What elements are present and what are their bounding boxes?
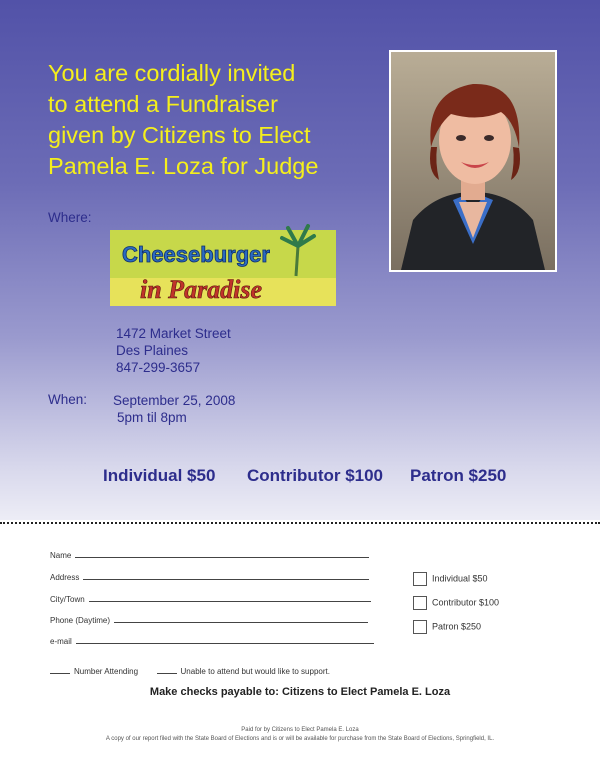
- level-individual: Individual $50: [103, 466, 216, 485]
- field-label: e-mail: [50, 637, 72, 646]
- headline-line: given by Citizens to Elect: [48, 122, 311, 148]
- field-address[interactable]: [50, 571, 369, 582]
- headline-line: You are cordially invited: [48, 60, 296, 86]
- tear-line: [0, 522, 600, 524]
- phone-line[interactable]: [114, 614, 368, 623]
- event-date: September 25, 2008: [113, 393, 236, 408]
- venue-logo: [110, 216, 336, 306]
- attendance-row: [50, 666, 330, 676]
- option-label: Contributor $100: [432, 597, 500, 608]
- checkbox[interactable]: [413, 620, 427, 634]
- field-label: Address: [50, 573, 80, 582]
- field-name[interactable]: [50, 549, 369, 560]
- number-attending-line[interactable]: [50, 666, 70, 674]
- option-contributor[interactable]: [413, 596, 499, 610]
- city-line[interactable]: [89, 593, 371, 602]
- where-label: Where:: [48, 210, 92, 225]
- name-line[interactable]: [75, 549, 369, 558]
- option-patron[interactable]: [413, 620, 481, 634]
- address-line: 1472 Market Street: [116, 326, 231, 341]
- checks-payable: Make checks payable to: Citizens to Elect Pamela E. Loza: [149, 686, 451, 698]
- unable-line[interactable]: [157, 666, 177, 674]
- field-email[interactable]: [50, 635, 374, 646]
- field-phone[interactable]: [50, 614, 368, 625]
- checkbox[interactable]: [413, 572, 427, 586]
- level-contributor: Contributor $100: [247, 466, 384, 485]
- headline-line: Pamela E. Loza for Judge: [48, 153, 319, 179]
- paid-for: Paid for by Citizens to Elect Pamela E. Loza: [241, 727, 359, 733]
- checkbox[interactable]: [413, 596, 427, 610]
- logo-line1: Cheeseburger: [122, 242, 270, 267]
- address-line-input[interactable]: [83, 571, 369, 580]
- address-line: Des Plaines: [116, 343, 189, 358]
- level-patron: Patron $250: [410, 466, 507, 485]
- candidate-photo: [389, 50, 557, 272]
- disclaimer: A copy of our report filed with the State Board of Elections and is or will be available for purchase from the State Board of Elections, Springfield, IL.: [105, 736, 495, 742]
- when-label: When:: [48, 392, 88, 407]
- email-line[interactable]: [76, 635, 374, 644]
- address-line: 847-299-3657: [116, 360, 201, 375]
- field-label: Name: [50, 551, 72, 560]
- unable-label: Unable to attend but would like to support.: [180, 667, 330, 676]
- option-label: Patron $250: [432, 621, 482, 632]
- venue-address: [116, 325, 231, 376]
- logo-line2: in Paradise: [140, 275, 263, 304]
- headline: [48, 58, 378, 182]
- headline-line: to attend a Fundraiser: [48, 91, 278, 117]
- option-individual[interactable]: [413, 572, 488, 586]
- donation-levels: [0, 466, 600, 488]
- field-city[interactable]: [50, 593, 371, 604]
- event-time: [113, 392, 235, 426]
- number-attending-label: Number Attending: [74, 667, 139, 676]
- field-label: Phone (Daytime): [50, 616, 111, 625]
- event-hours: 5pm til 8pm: [117, 410, 187, 425]
- field-label: City/Town: [50, 595, 85, 604]
- option-label: Individual $50: [432, 573, 488, 584]
